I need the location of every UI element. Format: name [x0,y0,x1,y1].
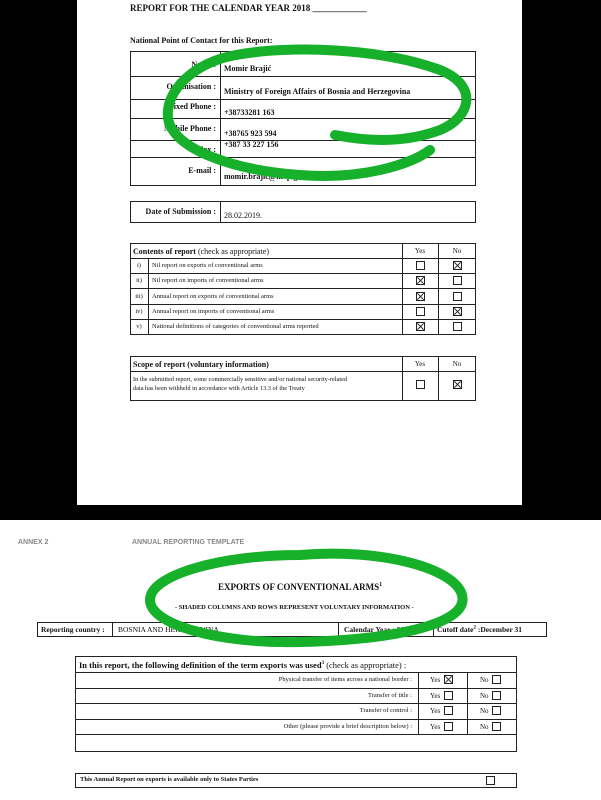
contents-row-label: Nil report on imports of conventional arms [152,277,264,285]
organisation-value: Ministry of Foreign Affairs of Bosnia and Herzegovina [224,87,411,96]
fixed-phone-label: Fixed Phone : [168,102,216,111]
cutoff-date: Cutoff date$^2$ :December 31 [437,625,523,634]
contents-no-header: No [452,247,462,255]
contents-yes-checkbox[interactable] [416,322,425,331]
contents-no-checkbox[interactable] [453,292,462,301]
definition-yes-label: Yes [430,722,441,731]
report-page-1 [77,0,522,505]
definition-heading: In this report, the following definition of the term exports was used$^3$ (check as appropriate) : [79,660,407,670]
availability-text: This Annual Report on exports is available only to States Parties [80,776,259,783]
scope-text-line2: data has been withheld in accordance with Article 13.3 of the Treaty [133,385,305,392]
definition-row-label: Transfer of control : [359,707,412,714]
definition-yes-checkbox[interactable] [444,691,453,700]
definition-table [75,656,517,752]
contents-no-checkbox[interactable] [453,276,462,285]
contents-row-number: iii) [135,292,143,300]
contents-yes-checkbox[interactable] [416,276,425,285]
annex-label: ANNEX 2 [18,539,49,546]
submission-value: 28.02.2019. [224,211,262,220]
mobile-phone-label: Mobile Phone : [164,124,216,133]
reporting-country-value: BOSNIA AND HERZEGOVINA [118,625,219,634]
scope-text-line1: In the submitted report, some commercially sensitive and/or national security-related [133,376,348,383]
definition-yes-checkbox[interactable] [444,675,453,684]
contents-row-number: i) [137,262,141,269]
contents-row-number: ii) [136,277,142,285]
report-title: REPORT FOR THE CALENDAR YEAR 2018 ____________ [130,3,367,13]
contents-row-number: v) [136,323,142,331]
contents-yes-header: Yes [414,247,426,255]
name-label: Name : [191,60,216,69]
definition-no-label: No [480,691,489,700]
contents-table [130,243,476,335]
definition-no-checkbox[interactable] [492,722,501,731]
contents-row-label: Nil report on exports of conventional arms [152,262,263,269]
definition-no-checkbox[interactable] [492,675,501,684]
definition-row-label: Transfer of title : [368,691,412,699]
contents-row-label: Annual report on imports of conventional arms [152,307,275,315]
scope-heading: Scope of report (voluntary information) [133,360,269,369]
calendar-year: Calendar Year : 2018 [344,625,412,634]
report-page-2 [0,520,601,800]
contents-row-label: Annual report on exports of conventional arms [152,292,274,300]
contents-heading: Contents of report (check as appropriate) [133,247,270,256]
contents-row-number: iv) [135,307,143,315]
reporting-country-label: Reporting country : [41,625,105,634]
organisation-label: Organisation : [166,82,216,91]
email-label: E-mail : [188,166,216,175]
definition-yes-label: Yes [430,676,441,684]
definition-row-label: Other (please provide a brief description below) : [283,722,412,730]
contents-yes-checkbox[interactable] [416,261,425,270]
scope-yes-header: Yes [414,360,426,368]
exports-title: EXPORTS OF CONVENTIONAL ARMS$^1$ [218,582,383,592]
definition-no-checkbox[interactable] [492,706,501,715]
scope-no-header: No [452,360,462,368]
scope-no-checkbox[interactable] [453,380,462,389]
name-value: Momir Brajić [224,64,272,73]
contents-row-label: National definitions of categories of conventional arms reported [152,323,319,331]
definition-yes-checkbox[interactable] [444,722,453,731]
shaded-note: - SHADED COLUMNS AND ROWS REPRESENT VOLUNTARY INFORMATION - [175,604,414,611]
fax-label: Fax : [198,145,216,154]
contact-heading: National Point of Contact for this Report: [130,36,273,45]
mobile-phone-value: +38765 923 594 [224,129,277,138]
fixed-phone-value: +38733281 163 [224,108,275,117]
definition-no-label: No [480,722,489,731]
definition-yes-label: Yes [430,707,441,715]
contents-no-checkbox[interactable] [453,322,462,331]
definition-yes-checkbox[interactable] [444,706,453,715]
email-value: momir.brajic@mvp.gov.ba [224,172,316,181]
scope-yes-checkbox[interactable] [416,380,425,389]
contents-yes-checkbox[interactable] [416,292,425,301]
definition-yes-label: Yes [430,691,441,700]
definition-row-label: Physical transfer of items across a national border : [278,676,412,683]
definition-no-label: No [480,707,489,715]
submission-label: Date of Submission : [145,207,216,216]
contents-no-checkbox[interactable] [453,261,462,270]
definition-no-label: No [480,676,489,684]
contents-yes-checkbox[interactable] [416,307,425,316]
fax-value: +387 33 227 156 [224,140,279,149]
availability-checkbox[interactable] [486,776,495,785]
definition-no-checkbox[interactable] [492,691,501,700]
template-label: ANNUAL REPORTING TEMPLATE [132,539,245,546]
contents-no-checkbox[interactable] [453,307,462,316]
